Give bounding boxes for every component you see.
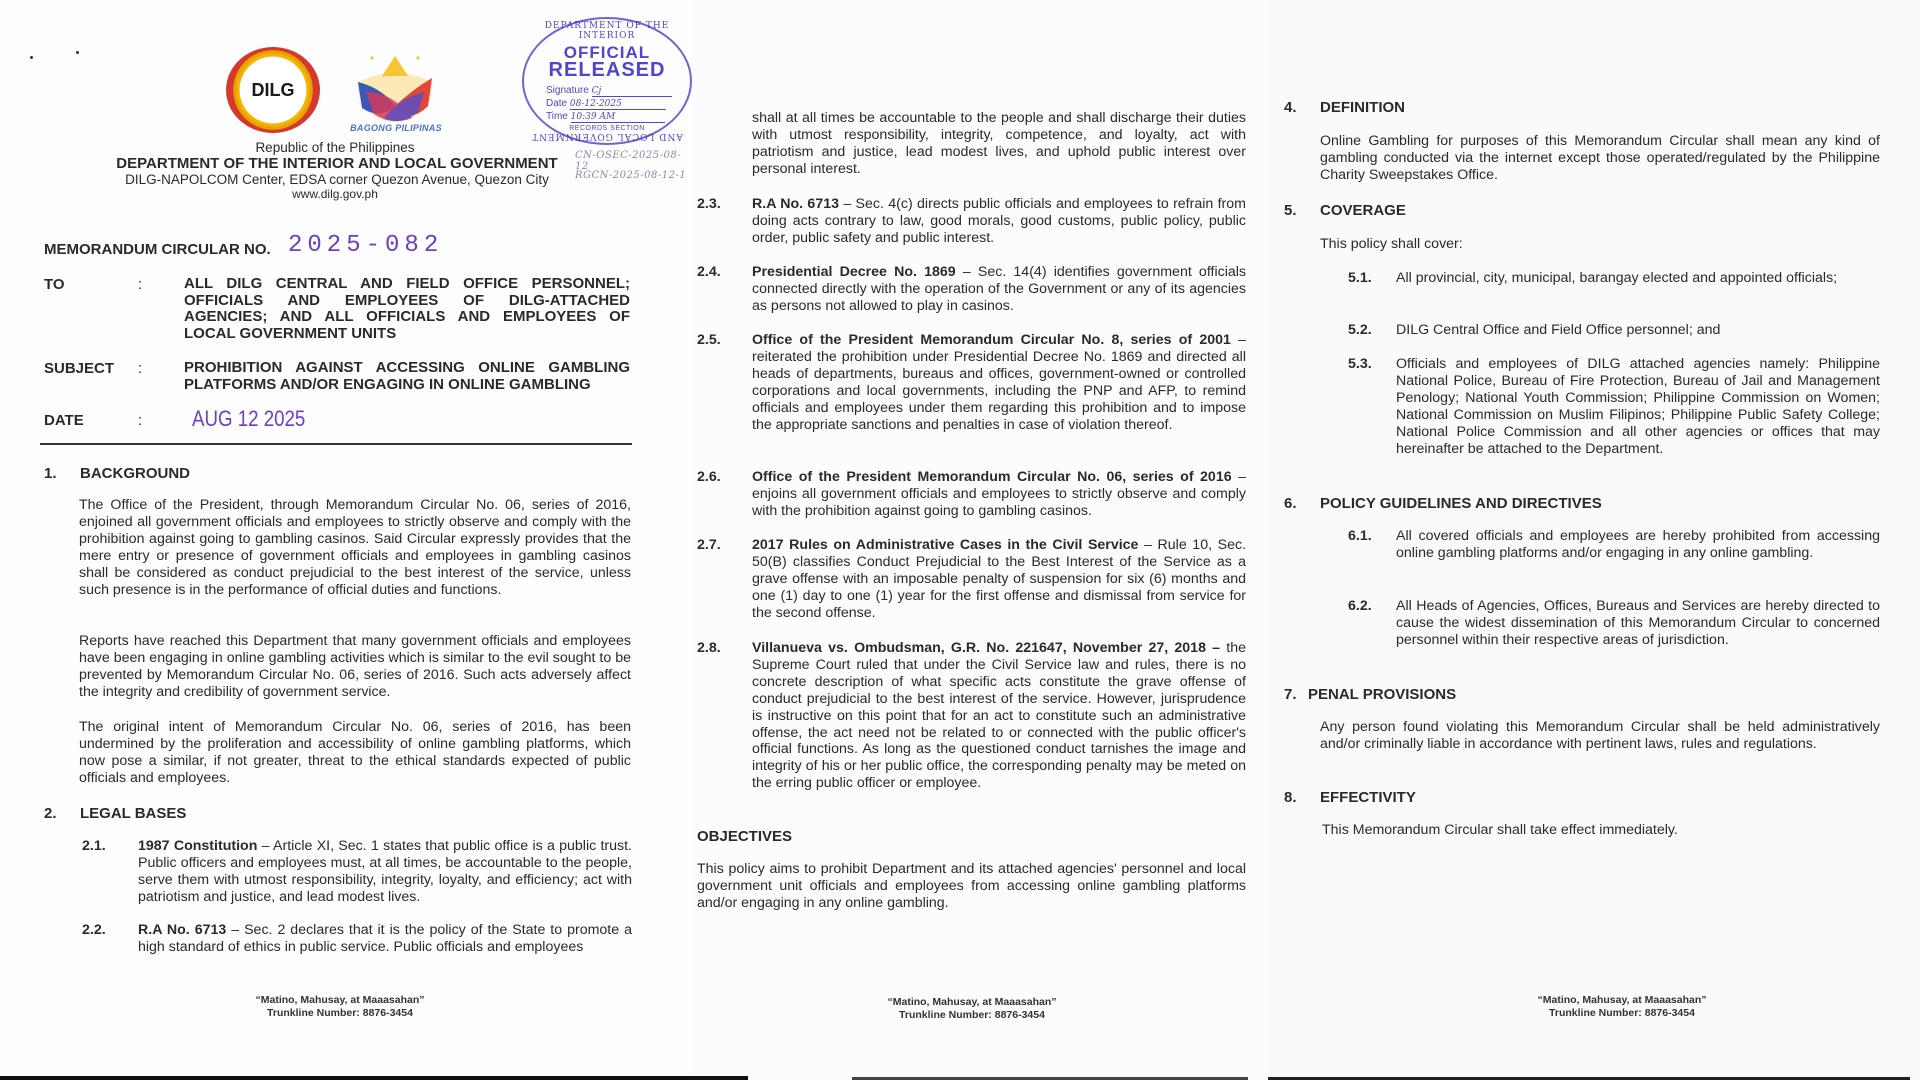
republic-label: Republic of the Philippines xyxy=(255,140,415,155)
dilg-logo-icon xyxy=(226,47,320,133)
legal-basis-item: 2.2. R.A No. 6713 – Sec. 2 declares that it is the policy of the State to promote a high standard of ethics in public service. Public officials and employees xyxy=(82,922,632,955)
subject-value: PROHIBITION AGAINST ACCESSING ONLINE GAMBLING PLATFORMS AND/OR ENGAGING IN ONLINE GAMBLING xyxy=(184,359,630,393)
policy-item: 6.1. All covered officials and employees are hereby prohibited from accessing online gambling platforms and/or engaging in any online gambling. xyxy=(1348,528,1880,561)
page-edge xyxy=(0,1076,692,1080)
stamp-ring-bottom-text: AND LOCAL GOVERNMENT xyxy=(531,131,683,141)
legal-basis-item: 2.5. Office of the President Memorandum Circular No. 8, series of 2001 – reiterated the prohibition under Presidential Decree No. 1869 and directed all heads of departments, bureaus and offices, government-owned or controlled corporations and local governments, including the PNP and AFP, to remind officials and employees under them regarding this prohibition and to impose the appropriate sanctions and penalties in case of violation thereof. xyxy=(697,332,1246,433)
background-paragraph-3: The original intent of Memorandum Circular No. 06, series of 2016, has been undermined by the proliferation and accessibility of online gambling platforms, which now pose a similar, if not greater, threat to the ethical standards expected of public officials and employees. xyxy=(79,719,631,786)
to-label: TO xyxy=(44,276,65,293)
dilg-logo-text: DILG xyxy=(244,67,302,113)
background-paragraph-2: Reports have reached this Department that many government officials and employees have been engaging in online gambling activities which is similar to the evil sought to be prevented by Memorandum Circular No. 06, series of 2016. Such acts adversely affect the integrity and credibility of government service. xyxy=(79,633,631,700)
coverage-item: 5.1. All provincial, city, municipal, barangay elected and appointed officials; xyxy=(1348,270,1838,286)
page-footer xyxy=(1482,994,1762,1020)
memo-number-value: 2025-082 xyxy=(288,232,444,259)
bagong-pilipinas-logo-icon xyxy=(352,48,438,124)
footer-motto: “Matino, Mahusay, at Maaasahan” xyxy=(255,994,425,1006)
to-value: ALL DILG CENTRAL AND FIELD OFFICE PERSONNEL; OFFICIALS AND EMPLOYEES OF DILG-ATTACHED AGENCIES; AND ALL OFFICIALS AND EMPLOYEES OF LOCAL GOVERNMENT UNITS xyxy=(184,275,630,342)
stamp-official: OFFICIAL xyxy=(563,43,651,62)
penal-paragraph: Any person found violating this Memorandum Circular shall be held administratively and/or criminally liable in accordance with pertinent laws, rules and regulations. xyxy=(1320,719,1880,752)
stamp-ring-text: DEPARTMENT OF THE INTERIOR xyxy=(544,21,670,41)
stamp-signature: Cj xyxy=(592,86,672,97)
legal-basis-item: 2.7. 2017 Rules on Administrative Cases in the Civil Service – Rule 10, Sec. 50(B) classifies Conduct Prejudicial to the Best Interest of the Service as a grave offense with an imposable penalty of suspension for six (6) months and one (1) day to one (1) year for the first offense and dismissal from service for the second offense. xyxy=(697,537,1247,621)
stamp-signature-row: Signature Cj xyxy=(546,85,672,97)
legal-basis-item: 2.3. R.A No. 6713 – Sec. 4(c) directs public officials and employees to refrain from doing acts contrary to law, good morals, good customs, public policy, public order, public safety and public interest. xyxy=(697,196,1246,246)
stamp-released: RELEASED xyxy=(548,59,666,81)
stamp-date-row: Date 08-12-2025 xyxy=(546,98,666,110)
effectivity-paragraph: This Memorandum Circular shall take effect immediately. xyxy=(1322,822,1678,838)
bagong-pilipinas-label: BAGONG PILIPINAS xyxy=(350,123,442,133)
footer-motto: “Matino, Mahusay, at Maaasahan” xyxy=(1537,994,1707,1006)
memo-to-row: TO : ALL DILG CENTRAL AND FIELD OFFICE PERSONNEL; OFFICIALS AND EMPLOYEES OF DILG-ATTACHED AGENCIES; AND ALL OFFICIALS AND EMPLOYEES OF LOCAL GOVERNMENT UNITS xyxy=(44,275,630,342)
document-page-2 xyxy=(692,0,1268,1080)
scan-speck xyxy=(30,56,33,59)
coverage-item: 5.2. DILG Central Office and Field Office personnel; and xyxy=(1348,322,1721,338)
page-edge xyxy=(692,1076,748,1080)
stamp-time: 10:39 AM xyxy=(571,112,665,123)
page-footer xyxy=(832,996,1112,1022)
document-page-3: 4. DEFINITION Online Gambling for purposes of this Memorandum Circular shall mean any kind of gambling conducted via the internet except those operated/regulated by the Philippine Charity Sweepstakes Office. 5. COVERAGE This policy shall cover: 5.1. All provincial, city, municipal, barangay elected and appointed officials; 5.2. DILG Central Office and Field Office personnel; and 5.3. Officials and employees of DILG attached agencies namely: Philippine National Police, Bureau of Fire Protection, Bureau of Jail and Management Penology; National Youth Commission; Philippine Commission on Women; National Commission on Muslim Filipinos; Philippine Public Safety College; National Police Commission and all other agencies or offices that may hereinafter be attached to the Department. 6. POLICY GUIDELINES AND DIRECTIVES 6.1. All covered officials and employees are hereby prohibited from accessing online gambling platforms and/or engaging in any online gambling. 6.2. All Heads of Agencies, Offices, Bureaus and Services are hereby directed to cause the widest dissemination of this Memorandum Circular to concerned personnel within their respective areas of jurisdiction. 7. PENAL PROVISIONS Any person found violating this Memorandum Circular shall be held administratively and/or criminally liable in accordance with pertinent laws, rules and regulations. 8. EFFECTIVITY This Memorandum Circular shall take effect immediately. “Matino, Mahusay, at Maaasahan” Trunkline Number: 8876-3454 xyxy=(1268,0,1920,1080)
coverage-intro: This policy shall cover: xyxy=(1320,236,1463,252)
background-paragraph-1: The Office of the President, through Memorandum Circular No. 06, series of 2016, enjoined all government officials and employees to strictly observe and comply with the prohibition against going to gambling casinos. Said Circular expressly provides that the mere entry or presence of government officials and employees in gambling casinos shall be considered as conduct prejudicial to the best interest of the service, unless such presence is in the performance of official duties and functions. xyxy=(79,497,631,598)
date-stamp-value: AUG 12 2025 xyxy=(192,406,306,431)
legal-basis-item: 2.4. Presidential Decree No. 1869 – Sec. 14(4) identifies government officials connected directly with the operation of the Government or any of its agencies as persons not allowed to play in casinos. xyxy=(697,264,1246,314)
legal-basis-item: 2.6. Office of the President Memorandum Circular No. 06, series of 2016 – enjoins all government officials and employees to strictly observe and comply with the prohibition against going to gambling casinos. xyxy=(697,469,1246,519)
header-divider xyxy=(40,443,632,445)
memo-number-label: MEMORANDUM CIRCULAR NO. xyxy=(44,241,271,258)
legal-basis-item: 2.1. 1987 Constitution – Article XI, Sec. 1 states that public office is a public trust. Public officers and employees must, at all times, be accountable to the people, serve them with utmost responsibility, integrity, loyalty, and efficiency; act with patriotism and justice, and lead modest lives. xyxy=(82,838,632,905)
legal-basis-continued: shall at all times be accountable to the people and shall discharge their duties with utmost responsibility, integrity, competence, and loyalty, act with patriotism and justice, lead modest lives, and uphold public interest over personal interest. xyxy=(752,110,1246,177)
official-released-stamp xyxy=(522,17,692,145)
memo-subject-row: SUBJECT : PROHIBITION AGAINST ACCESSING ONLINE GAMBLING PLATFORMS AND/OR ENGAGING IN ONLINE GAMBLING xyxy=(44,359,630,393)
department-address: DILG-NAPOLCOM Center, EDSA corner Quezon Avenue, Quezon City xyxy=(125,172,549,187)
section-objectives-heading: OBJECTIVES xyxy=(697,828,793,845)
footer-trunkline: Trunkline Number: 8876-3454 xyxy=(267,1007,413,1019)
footer-motto: “Matino, Mahusay, at Maaasahan” xyxy=(887,996,1057,1008)
department-website: www.dilg.gov.ph xyxy=(292,187,378,201)
objectives-paragraph: This policy aims to prohibit Department and its attached agencies' personnel and local government unit officials and employees from accessing online gambling platforms and/or engaging in any online gambling. xyxy=(697,861,1246,911)
handwritten-routing-number: RGCN-2025-08-12-1 xyxy=(575,170,687,181)
memo-date-row: DATE : xyxy=(44,412,143,429)
date-label: DATE xyxy=(44,412,84,429)
coverage-item: 5.3. Officials and employees of DILG attached agencies namely: Philippine National Police, Bureau of Fire Protection, Bureau of Jail and Management Penology; National Youth Commission; Philippine Commission on Women; National Commission on Muslim Filipinos; Philippine Public Safety College; National Police Commission and all other agencies or offices that may hereinafter be attached to the Department. xyxy=(1348,356,1880,457)
stamp-date: 08-12-2025 xyxy=(570,99,666,110)
stamp-time-row: Time 10:39 AM xyxy=(546,111,665,123)
stamp-records-section: RECORDS SECTION xyxy=(569,125,645,132)
page-footer xyxy=(200,994,480,1020)
legal-basis-item: 2.8. Villanueva vs. Ombudsman, G.R. No. 221647, November 27, 2018 – the Supreme Court ruled that under the Civil Service law and rules, there is no concrete description of what specific acts constitute the grave offense of conduct prejudicial to the best interest of the service. However, jurisprudence is instructive on this point that for an act to constitute such an administrative offense, the act need not be related to or connected with the public officer's official functions. As long as the questioned conduct tarnishes the image and integrity of his or her public office, the corresponding penalty may be meted on the erring public officer or employee. xyxy=(697,640,1246,792)
footer-trunkline: Trunkline Number: 8876-3454 xyxy=(1549,1007,1695,1019)
handwritten-control-number: CN-OSEC-2025-08-12 xyxy=(575,150,682,172)
policy-item: 6.2. All Heads of Agencies, Offices, Bureaus and Services are hereby directed to cause the widest dissemination of this Memorandum Circular to concerned personnel within their respective areas of jurisdiction. xyxy=(1348,598,1880,648)
scan-speck xyxy=(76,51,79,54)
footer-trunkline: Trunkline Number: 8876-3454 xyxy=(899,1009,1045,1021)
department-name: DEPARTMENT OF THE INTERIOR AND LOCAL GOVERNMENT xyxy=(116,155,558,172)
document-page-1: DILG BAGONG PILIPINAS Republic of the Philippines DEPARTMENT OF THE INTERIOR AND LOCAL GOVERNMENT DILG-NAPOLCOM Center, EDSA corner Quezon Avenue, Quezon City www.dilg.gov.ph DEPARTMENT OF THE INTERIOR OFFICIAL RELEASED Signature Cj Date 08-12-2025 Time 10:39 AM RECORDS SECTION AND LOCAL GOVERNMENT CN-OSEC-2025-08-12 RGCN-2025-08-12-1 MEMORANDUM CIRCULAR NO. 2025-082 TO : ALL DILG CENTRAL AND FIELD OFFICE PERSONNEL; OFFICIALS AND EMPLOYEES OF DILG-ATTACHED AGENCIES; AND ALL OFFICIALS AND EMPLOYEES OF LOCAL GOVERNMENT UNITS SUBJECT : PROHIBITION AGAINST ACCESSING ONLINE GAMBLING PLATFORMS AND/OR ENGAGING IN ONLINE GAMBLING DATE : AUG 12 2025 1. BACKGROUND The Office of the President, through Memorandum Circular No. 06, series of 2016, enjoined all government officials and employees to strictly observe and comply with the prohibition against going to gambling casinos. Said Circular expressly provides that the mere entry or presence of government officials and employees in gambling casinos shall be considered as conduct prejudicial to the best interest of the service, unless such presence is in the performance of official duties and functions. Reports have reached this Department that many government officials and employees have been engaging in online gambling activities which is similar to the evil sought to be prevented by Memorandum Circular No. 06, series of 2016. Such acts adversely affect the integrity and credibility of government service. The original intent of Memorandum Circular No. 06, series of 2016, has been undermined by the proliferation and accessibility of online gambling platforms, which now pose a similar, if not greater, threat to the ethical standards expected of public officials and employees. 2. LEGAL BASES 2.1. 1987 Constitution – Article XI, Sec. 1 states that public office is a public trust. Public officers and employees must, at all times, be accountable to the people, serve them with utmost responsibility, integrity, loyalty, and efficiency; act with patriotism and justice, and lead modest lives. 2.2. R.A No. 6713 – Sec. 2 declares that it is the policy of the State to promote a high standard of ethics in public service. Public officials and employees “Matino, Mahusay, at Maaasahan” Trunkline Number: 8876-3454 xyxy=(0,0,692,1080)
subject-label: SUBJECT xyxy=(44,360,115,377)
definition-paragraph: Online Gambling for purposes of this Memorandum Circular shall mean any kind of gambling conducted via the internet except those operated/regulated by the Philippine Charity Sweepstakes Office. xyxy=(1320,133,1880,183)
